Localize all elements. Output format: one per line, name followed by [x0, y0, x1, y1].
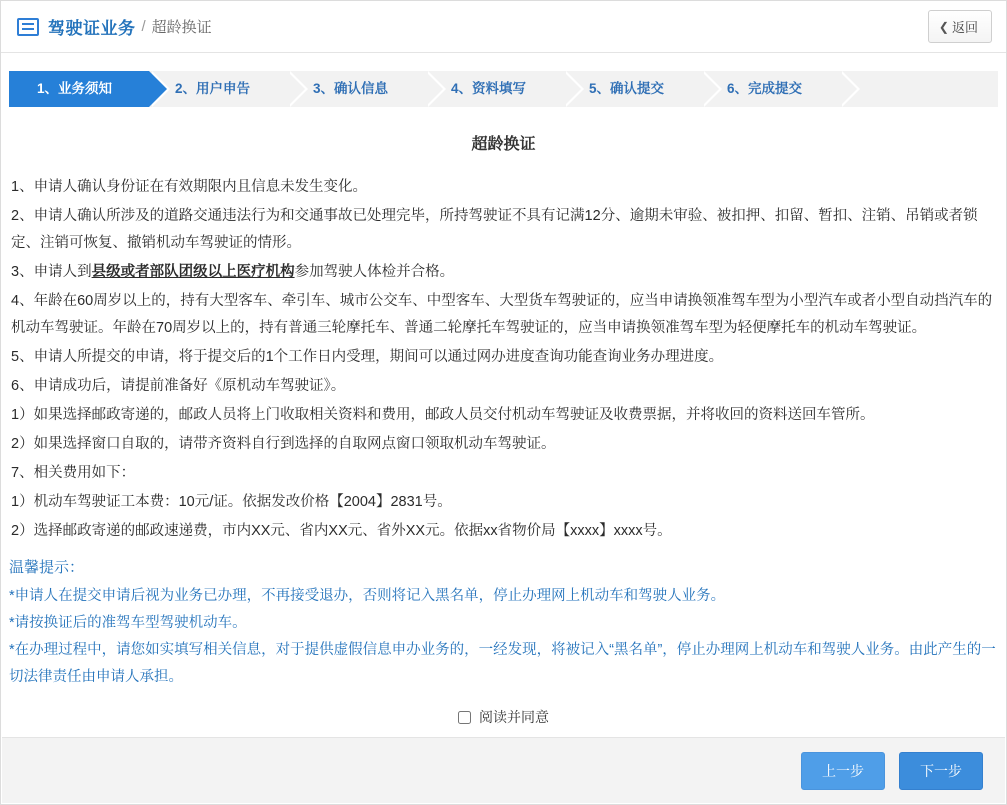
breadcrumb-current: 超龄换证: [151, 19, 212, 36]
notice-paragraph-1: 1、申请人确认身份证在有效期限内且信息未发生变化。: [11, 179, 368, 195]
breadcrumb-separator: /: [141, 18, 146, 35]
step-5-arrow: [701, 71, 719, 107]
step-1-business-notice[interactable]: [9, 71, 149, 107]
tips-heading: 温馨提示：: [9, 559, 85, 576]
notice-paragraph-7-2: 2）选择邮政寄递的邮政速递费，市内XX元、省内XX元、省外XX元。依据xx省物价局【xxxx】xxxx号。: [11, 523, 672, 539]
tip-line-3: *在办理过程中，请您如实填写相关信息，对于提供虚假信息申办业务的，一经发现，将被记入“黑名单”，停止办理网上机动车和驾驶人业务。由此产生的一切法律责任由申请人承担。: [9, 642, 996, 685]
notice-paragraph-5: 5、申请人所提交的申请，将于提交后的1个工作日内受理，期间可以通过网办进度查询功能查询业务办理进度。: [11, 349, 724, 365]
notice-paragraph-2: 2、申请人确认所涉及的道路交通违法行为和交通事故已处理完毕，所持驾驶证不具有记满12分、逾期未审验、被扣押、扣留、暂扣、注销、吊销或者锁定、注销可恢复、撤销机动车驾驶证的情形。: [11, 208, 978, 251]
notice-paragraph-3: [9, 259, 998, 286]
notice-paragraph-6-2: 2）如果选择窗口自取的，请带齐资料自行到选择的自取网点窗口领取机动车驾驶证。: [11, 436, 556, 452]
agreement-row: [9, 707, 998, 727]
notice-content: [1, 131, 1006, 727]
step-2-arrow: [287, 71, 305, 107]
page-title: 超龄换证: [471, 136, 536, 153]
prev-step-button[interactable]: 上一步: [801, 752, 885, 790]
notice-paragraph-6: 6、申请成功后，请提前准备好《原机动车驾驶证》。: [11, 378, 346, 394]
step-1-label: 1、业务须知: [37, 81, 113, 96]
page-footer: [2, 737, 1005, 803]
breadcrumb: [17, 14, 928, 39]
notice-paragraph-4: 4、年龄在60周岁以上的，持有大型客车、牵引车、城市公交车、中型客车、大型货车驾驶证的，应当申请换领准驾车型为小型汽车或者小型自动挡汽车的机动车驾驶证。年龄在70周岁以上的，持有普通三轮摩托车、普通二轮摩托车驾驶证的，应当申请换领准驾车型为轻便摩托车的机动车驾驶证。: [11, 293, 993, 336]
agree-checkbox[interactable]: [458, 711, 471, 724]
step-1-arrow: [149, 71, 167, 107]
back-button[interactable]: [928, 10, 992, 43]
step-3-arrow: [425, 71, 443, 107]
notice-paragraph-7: 7、相关费用如下：: [11, 465, 136, 481]
document-icon: [17, 18, 39, 36]
notice-paragraph-3-suffix: 参加驾驶人体检并合格。: [294, 264, 455, 280]
tip-line-2: *请按换证后的准驾车型驾驶机动车。: [9, 615, 247, 631]
notice-paragraph-3-underline-2: 团级以上医疗机构: [178, 264, 295, 280]
notice-paragraph-7-1: 1）机动车驾驶证工本费：10元/证。依据发改价格【2004】2831号。: [11, 494, 452, 510]
agree-label[interactable]: 阅读并同意: [479, 709, 549, 725]
back-arrow-icon: ❮: [938, 19, 949, 34]
back-button-label: 返回: [951, 20, 978, 35]
tip-line-1: *申请人在提交申请后视为业务已办理，不再接受退办，否则将记入黑名单，停止办理网上机动车和驾驶人业务。: [9, 588, 726, 604]
page-header: [1, 1, 1006, 53]
step-6-label: 6、完成提交: [727, 81, 803, 96]
step-5-label: 5、确认提交: [589, 81, 665, 96]
step-4-arrow: [563, 71, 581, 107]
step-indicator: [9, 71, 998, 107]
step-4-label: 4、资料填写: [451, 81, 527, 96]
notice-paragraph-6-1: 1）如果选择邮政寄递的，邮政人员将上门收取相关资料和费用，邮政人员交付机动车驾驶证及收费票据，并将收回的资料送回车管所。: [11, 407, 875, 423]
step-3-label: 3、确认信息: [313, 81, 389, 96]
step-2-label: 2、用户申告: [175, 81, 251, 96]
step-6-arrow: [839, 71, 857, 107]
next-step-button[interactable]: 下一步: [899, 752, 983, 790]
notice-paragraph-3-underline-1: 县级或者部队: [91, 264, 179, 280]
notice-paragraph-3-prefix: 3、申请人到: [11, 264, 92, 280]
breadcrumb-main[interactable]: 驾驶证业务: [48, 19, 136, 38]
